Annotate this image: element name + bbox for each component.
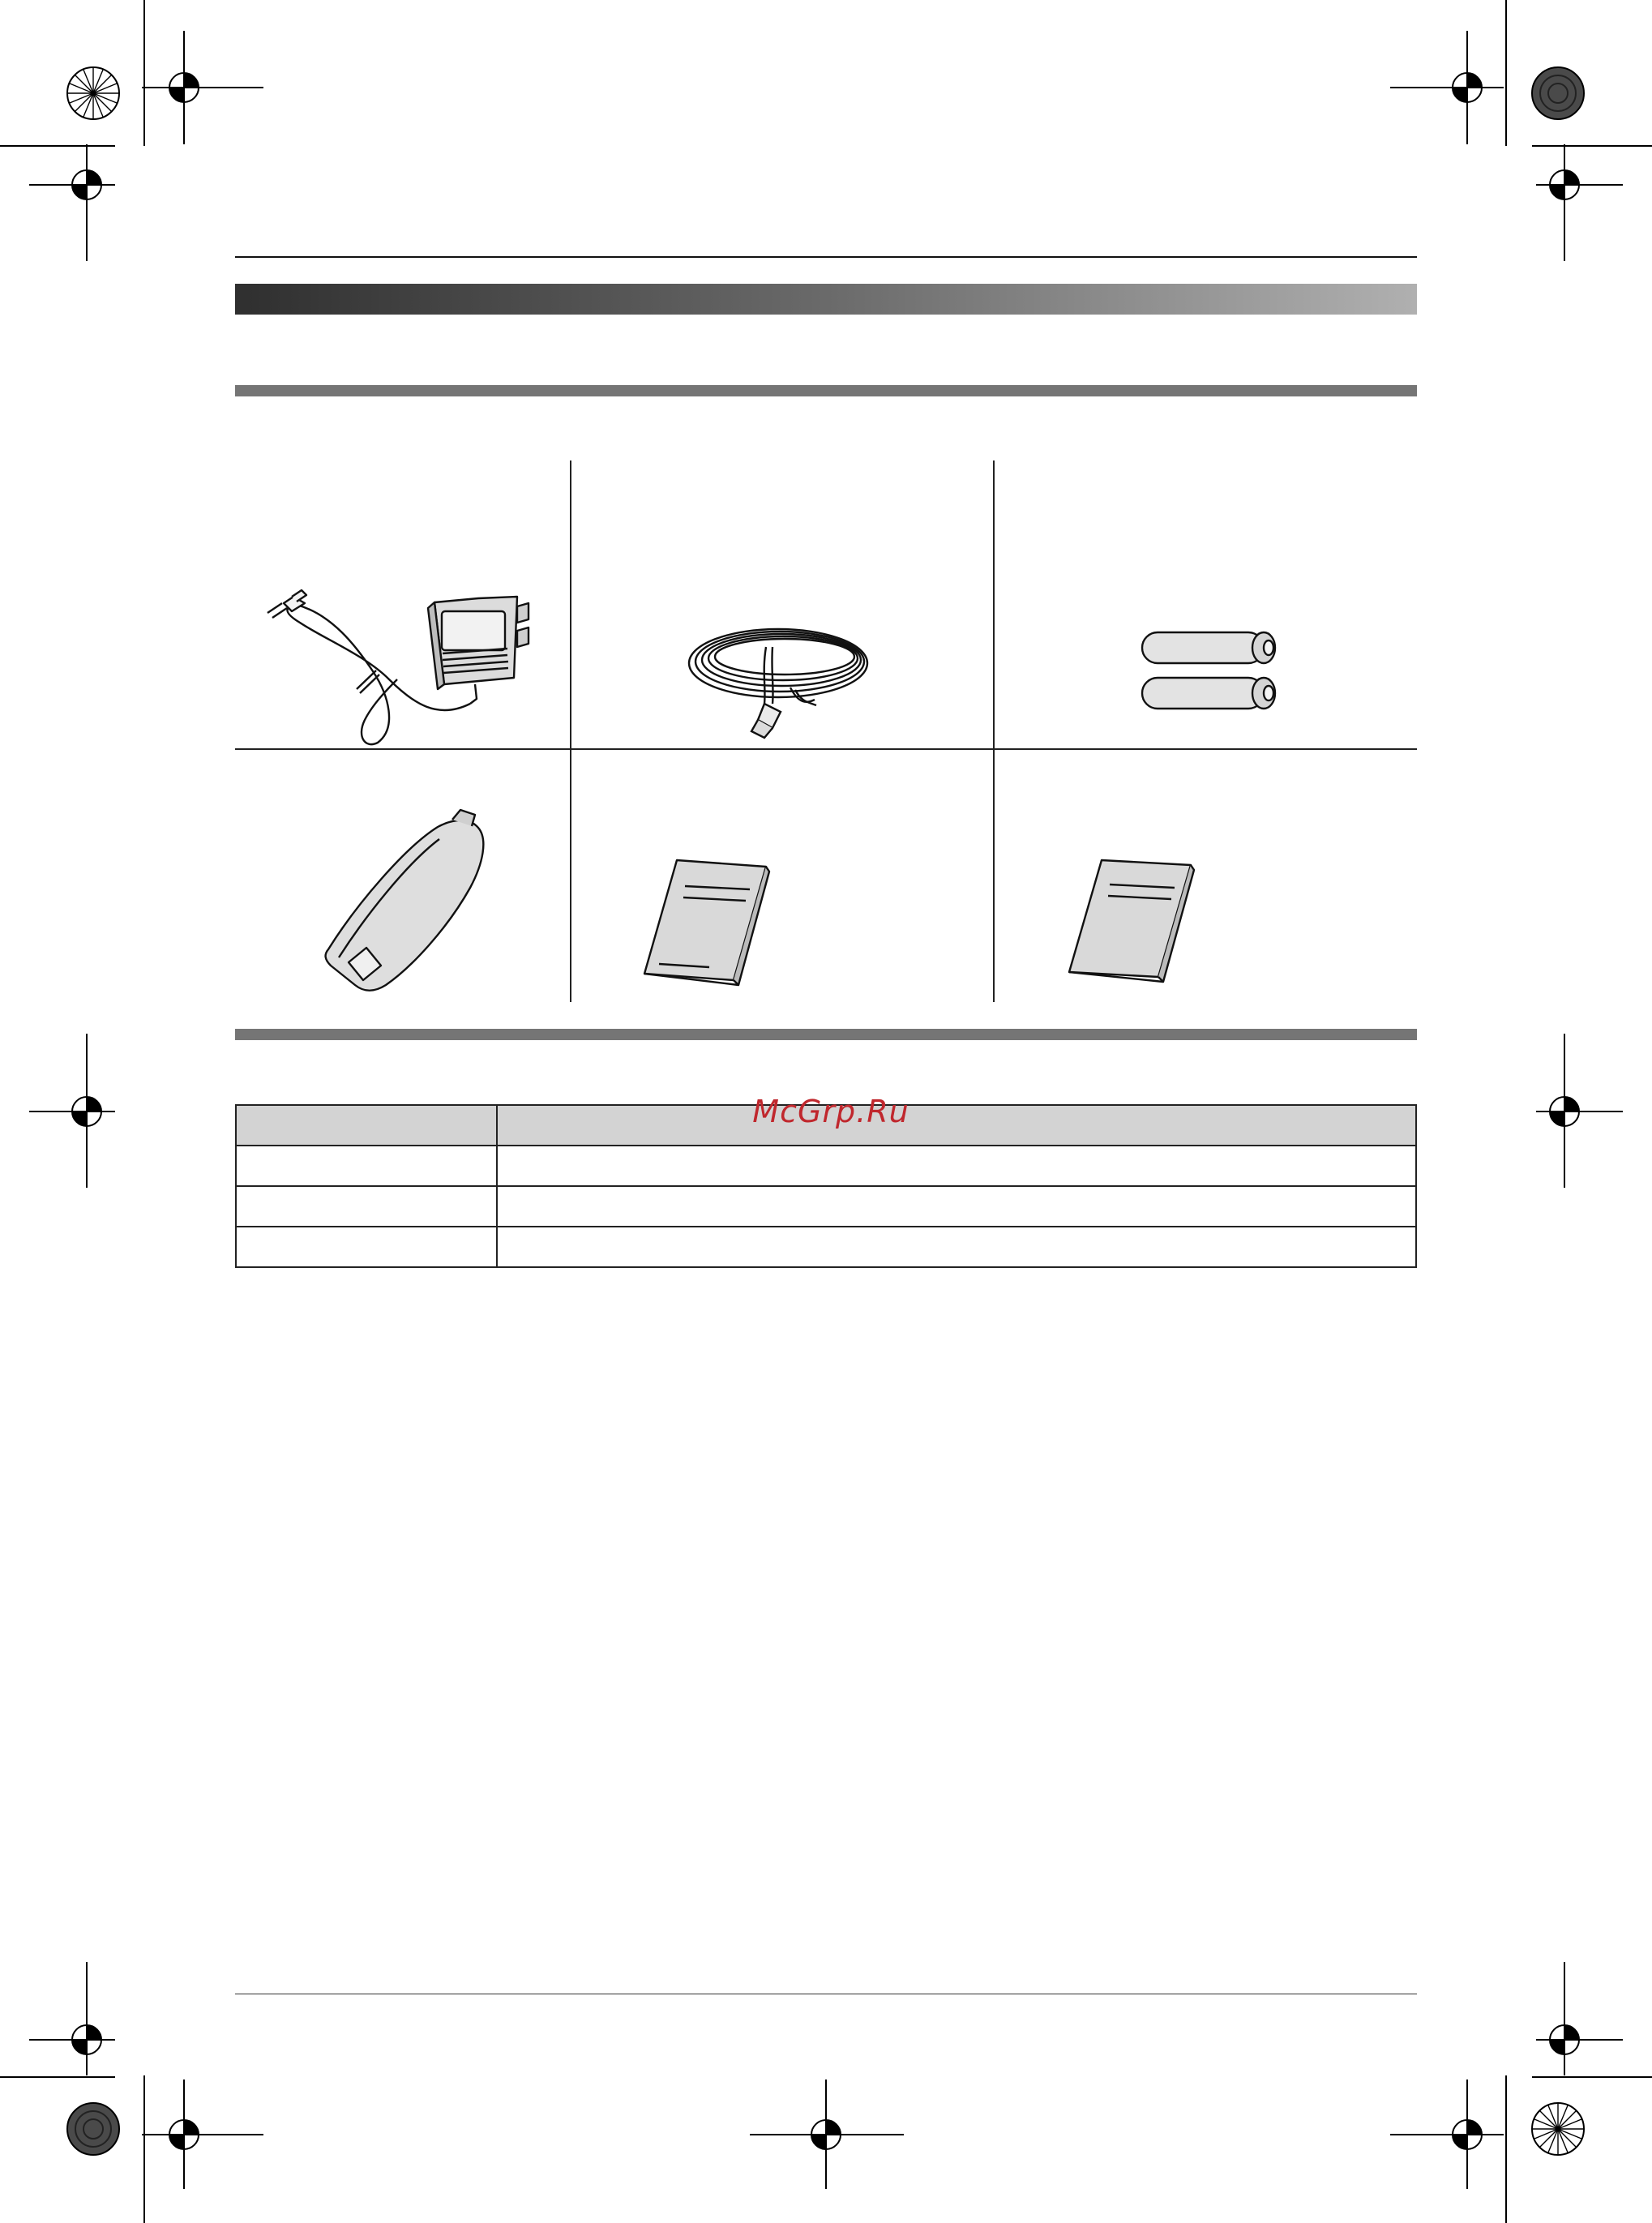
table-cell — [497, 1146, 1416, 1186]
accessory-booklet-2 — [995, 750, 1417, 1002]
booklet-icon — [571, 750, 993, 1002]
subsection-rule-info — [235, 1029, 1417, 1040]
watermark-link[interactable]: McGrp.Ru — [752, 1094, 909, 1129]
accessory-rechargeable-batteries — [995, 460, 1417, 748]
table-header-cell — [497, 1105, 1416, 1146]
accessory-ac-adaptor — [235, 460, 570, 748]
table-row — [236, 1227, 1416, 1267]
header-rule — [235, 256, 1417, 258]
section-title-band — [235, 284, 1417, 315]
subsection-rule-accessories — [235, 385, 1417, 396]
accessory-telephone-line-cord — [571, 460, 993, 748]
accessory-handset-cover — [235, 750, 570, 1002]
handset-cover-icon — [235, 750, 570, 1002]
batteries-icon — [995, 460, 1417, 748]
ac-adaptor-icon — [235, 460, 570, 748]
table-cell — [236, 1227, 497, 1267]
table-header-cell — [236, 1105, 497, 1146]
line-cord-icon — [571, 460, 993, 748]
table-cell — [236, 1146, 497, 1186]
table-cell — [236, 1186, 497, 1227]
table-row — [236, 1186, 1416, 1227]
table-cell — [497, 1227, 1416, 1267]
accessory-booklet-1 — [571, 750, 993, 1002]
table-cell — [497, 1186, 1416, 1227]
accessories-grid — [235, 460, 1417, 1002]
booklet-icon — [995, 750, 1417, 1002]
table-row — [236, 1146, 1416, 1186]
